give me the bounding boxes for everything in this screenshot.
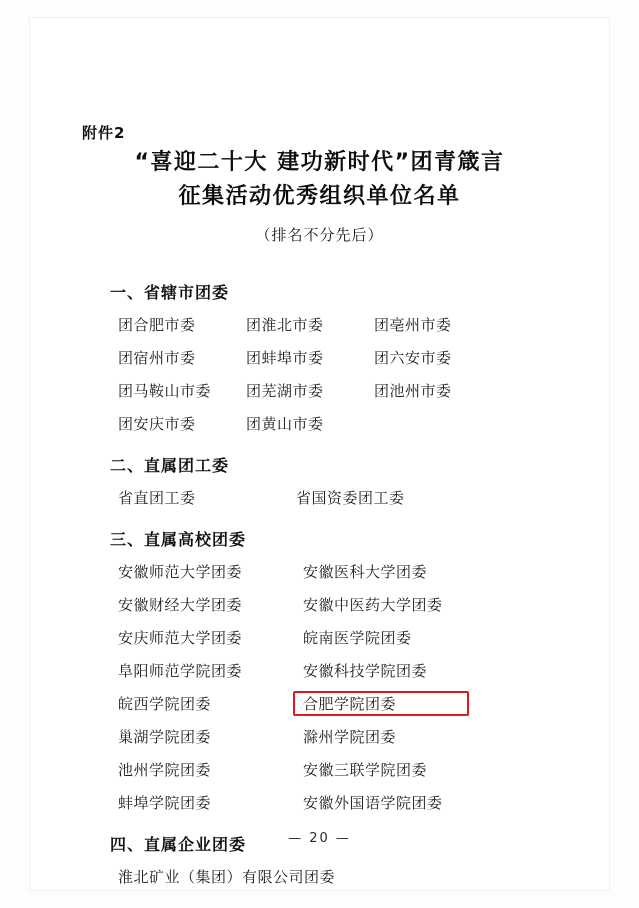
- document-content: [30, 266, 609, 896]
- list-item: 团宿州市委: [118, 349, 196, 367]
- attachment-label: 附件2: [82, 124, 126, 142]
- list-item: 安庆师范大学团委: [118, 629, 243, 647]
- list-item: 安徽中医药大学团委: [303, 596, 443, 614]
- list-item: 团蚌埠市委: [246, 349, 324, 367]
- list-row: [118, 344, 609, 373]
- list-item: 团芜湖市委: [246, 382, 324, 400]
- list-item: 团六安市委: [374, 349, 452, 367]
- list-row-highlighted: [118, 690, 609, 719]
- list-row: [118, 863, 609, 892]
- list-row: [118, 591, 609, 620]
- title-line-1: “喜迎二十大 建功新时代”团青箴言: [134, 150, 505, 175]
- list-row: [118, 657, 609, 686]
- list-row: [118, 558, 609, 587]
- section-heading-2: 二、直属团工委: [110, 456, 230, 475]
- list-item: 安徽医科大学团委: [303, 563, 428, 581]
- title-subtitle: （排名不分先后）: [255, 226, 384, 244]
- section-heading-3: 三、直属高校团委: [110, 530, 247, 549]
- list-item: 团池州市委: [374, 382, 452, 400]
- list-item: 滁州学院团委: [303, 728, 397, 746]
- paper-sheet: [30, 18, 609, 890]
- list-row: [118, 377, 609, 406]
- list-item: 团合肥市委: [118, 316, 196, 334]
- list-item-highlighted: [303, 690, 488, 719]
- list-row: [118, 789, 609, 818]
- list-item: 淮北矿业（集团）有限公司团委: [118, 868, 336, 886]
- list-item: 巢湖学院团委: [118, 728, 212, 746]
- list-row: [118, 756, 609, 785]
- highlight-text: 合肥学院团委: [303, 695, 397, 713]
- list-item: 安徽外国语学院团委: [303, 794, 443, 812]
- list-item: 团马鞍山市委: [118, 382, 212, 400]
- list-item: 团安庆市委: [118, 415, 196, 433]
- list-item: 蚌埠学院团委: [118, 794, 212, 812]
- list-item: 安徽师范大学团委: [118, 563, 243, 581]
- list-item: 池州学院团委: [118, 761, 212, 779]
- section-heading-4: 四、直属企业团委: [110, 835, 247, 854]
- list-item: 省直团工委: [118, 489, 196, 507]
- section-heading-1: 一、省辖市团委: [110, 283, 230, 302]
- list-item: 团黄山市委: [246, 415, 324, 433]
- list-row: [118, 311, 609, 340]
- list-item: 团淮北市委: [246, 316, 324, 334]
- list-item: 皖南医学院团委: [303, 629, 412, 647]
- list-item: 省国资委团工委: [296, 489, 405, 507]
- highlight-wrapper: [303, 690, 396, 719]
- title-line-2: 征集活动优秀组织单位名单: [178, 184, 461, 209]
- list-item: 皖西学院团委: [118, 695, 212, 713]
- page-number: — 20 —: [288, 831, 351, 846]
- list-row: [118, 624, 609, 653]
- list-row: [118, 410, 609, 439]
- list-item: 安徽财经大学团委: [118, 596, 243, 614]
- list-item: 阜阳师范学院团委: [118, 662, 243, 680]
- title-block: [30, 146, 609, 245]
- list-row: [118, 484, 609, 513]
- list-item: 安徽三联学院团委: [303, 761, 428, 779]
- list-item: 团亳州市委: [374, 316, 452, 334]
- list-item: 安徽科技学院团委: [303, 662, 428, 680]
- list-row: [118, 723, 609, 752]
